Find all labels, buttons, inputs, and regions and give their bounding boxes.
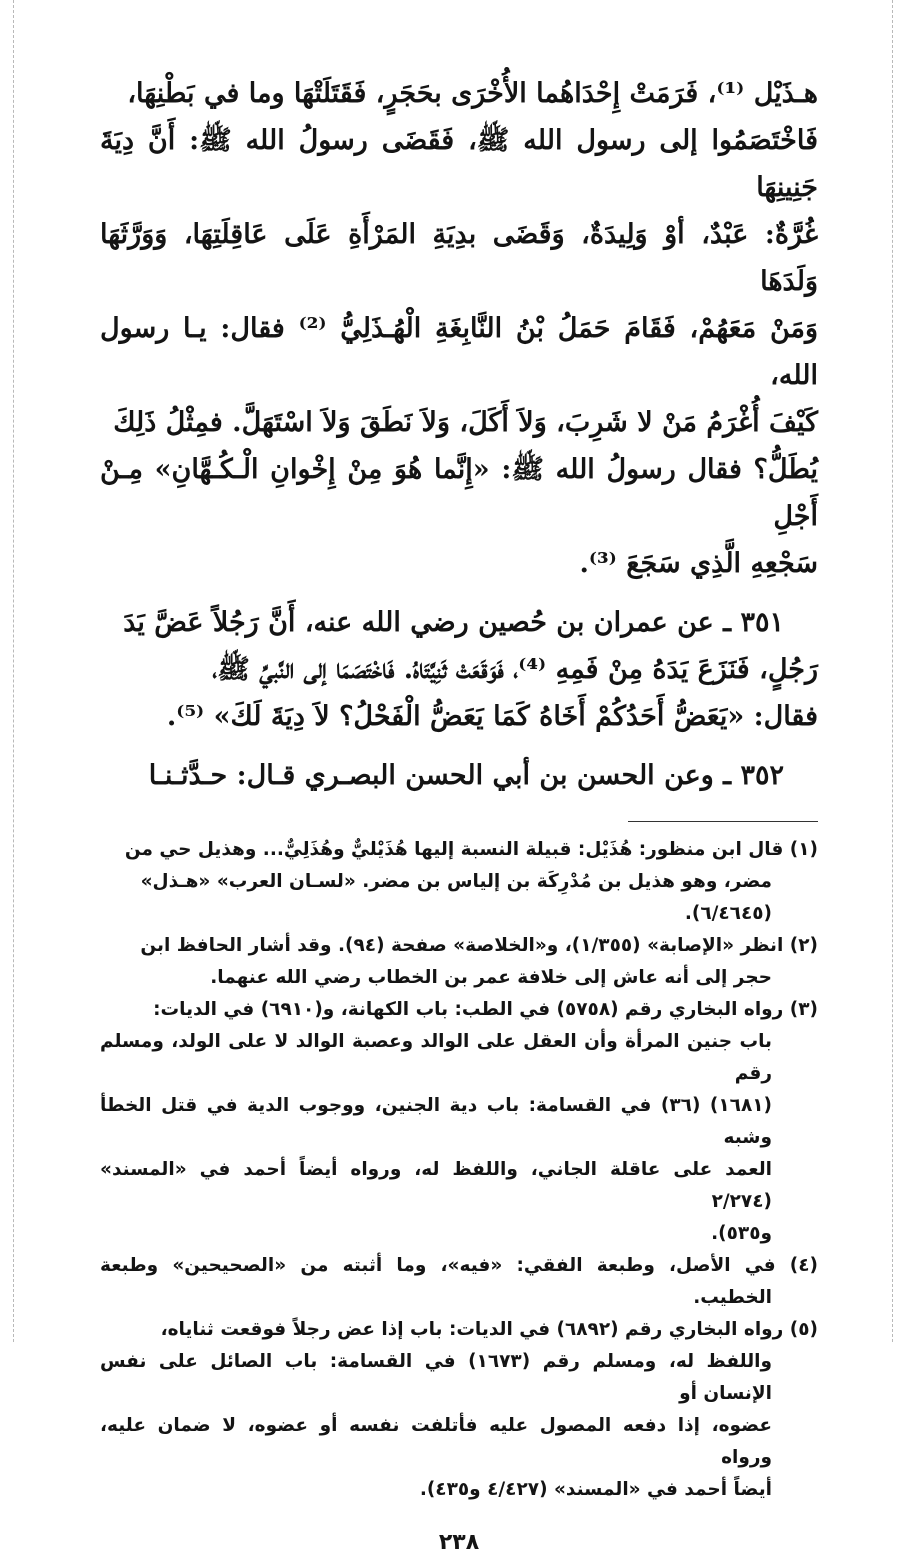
main-text <box>100 70 818 799</box>
footnote-4: (٤) في الأصل، وطبعة الفقي: «فيه»، وما أثبته من «الصحيحين» وطبعة الخطيب. <box>100 1255 818 1308</box>
footnote-3: (٣) رواه البخاري رقم (٥٧٥٨) في الطب: باب الكهانة، و(٦٩١٠) في الديات: باب جنين المرأة وأن العقل على الوالد وعصبة الوالد لا على الولد، ومسلم رقم (١٦٨١) (٣٦) في القسامة: باب دية الجنين، ووجوب الدية في قتل الخطأ وشبه العمد على عاقلة الجاني، واللفظ له، ورواه أيضاً أحمد في «المسند» (٢/٢٧٤ و٥٣٥). <box>100 999 818 1244</box>
footnote-divider <box>628 821 818 822</box>
footnote-5: (٥) رواه البخاري رقم (٦٨٩٢) في الديات: باب إذا عض رجلاً فوقعت ثناياه، واللفظ له، ومسلم رقم (١٦٧٣) في القسامة: باب الصائل على نفس الإنسان أو عضوه، إذا دفعه المصول عليه فأتلفت نفسه أو عضوه، لا ضمان عليه، ورواه أيضاً أحمد في «المسند» (٤/٤٢٧ و٤٣٥). <box>100 1319 818 1500</box>
scan-guide-line-left <box>13 0 14 1342</box>
footnote-1: (١) قال ابن منظور: هُذَيْل: قبيلة النسبة إليها هُذَيْليٌّ وهُذَلِيٌّ... وهذيل حي من مضر، وهو هذيل بن مُدْرِكَة بن إلياس بن مضر. «لسـان العرب» «هـذل» (٦/٤٦٤٥). <box>124 839 818 924</box>
footnote-2: (٢) انظر «الإصابة» (١/٣٥٥)، و«الخلاصة» صفحة (٩٤). وقد أشار الحافظ ابن حجر إلى أنه عاش إلى خلافة عمر بن الخطاب رضي الله عنهما. <box>140 935 818 988</box>
footnotes <box>100 834 818 1506</box>
paragraph-hadith-351: ٣٥١ ـ عن عمران بن حُصين رضي الله عنه، أَنَّ رَجُلاً عَضَّ يَدَ رَجُلٍ، فَنَزَعَ يَدَهُ مِنْ فَمِهِ ⁽⁴⁾، فَوَقَعَتْ ثَنِيَّتَاهُ. فَاخْتَصَمَا إلى النَّبيِّ ﷺ، فقال: «يَعَضُّ أَحَدُكُمْ أَخَاهُ كَمَا يَعَضُّ الْفَحْلُ؟ لاَ دِيَةَ لَكَ» ⁽⁵⁾. <box>123 607 818 732</box>
scan-guide-line-right <box>892 0 893 1342</box>
page-number: ٢٣٨ <box>438 1530 480 1555</box>
paragraph-hadith-352: ٣٥٢ ـ وعن الحسن بن أبي الحسن البصـري قـال: حـدَّثـنـا <box>148 760 784 791</box>
paragraph-hadith-350-end: هـذَيْل ⁽¹⁾، فَرَمَتْ إِحْدَاهُما الأُخْرَى بحَجَرٍ، فَقَتَلَتْهَا وما في بَطْنِهَا، فَاخْتَصَمُوا إلى رسول الله ﷺ، فَقَضَى رسولُ الله ﷺ: أَنَّ دِيَةَ جَنِينِهَا غُرَّةٌ: عَبْدٌ، أوْ وَلِيدَةٌ، وَقَضَى بدِيَةِ المَرْأَةِ عَلَى عَاقِلَتِهَا، وَوَرَّثَهَا وَلَدَهَا وَمَنْ مَعَهُمْ، فَقَامَ حَمَلُ بْنُ النَّابِغَةِ الْهُـذَلِيُّ ⁽²⁾ فقال: يـا رسول الله، كَيْفَ أُغْرَمُ مَنْ لا شَرِبَ، وَلاَ أَكَلَ، وَلاَ نَطَقَ وَلاَ اسْتَهَلَّ. فمِثْلُ ذَلِكَ يُطَلُّ؟ فقال رسولُ الله ﷺ: «إِنَّما هُوَ مِنْ إِخْوانِ الْـكُـهَّانِ» مِـنْ أَجْلِ سَجْعِهِ الَّذِي سَجَعَ ⁽³⁾. <box>100 78 818 579</box>
